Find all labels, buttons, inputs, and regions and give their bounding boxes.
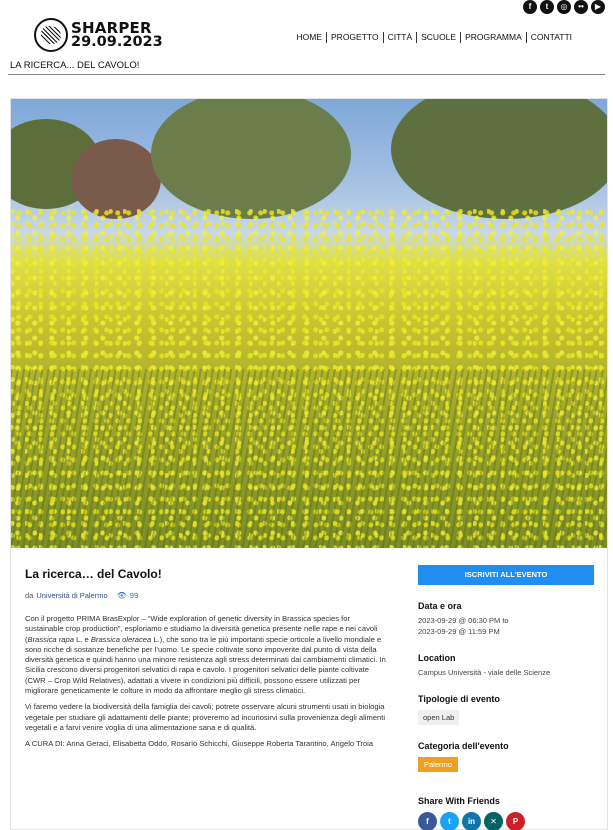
nav-contatti[interactable]: CONTATTI — [526, 32, 576, 43]
logo-title: SHARPER — [71, 19, 152, 37]
facebook-icon[interactable]: f — [523, 0, 537, 14]
type-heading: Tipologie di evento — [418, 694, 500, 704]
event-sidebar — [418, 565, 594, 830]
logo-date: 29.09.2023 — [71, 34, 163, 50]
organizer-link[interactable]: Università di Palermo — [36, 591, 108, 600]
nav-citta[interactable]: CITTÀ — [383, 32, 417, 43]
page-title: LA RICERCA... DEL CAVOLO! — [10, 60, 140, 71]
nav-progetto[interactable]: PROGETTO — [326, 32, 383, 43]
view-count: 99 — [129, 591, 139, 600]
youtube-icon[interactable]: ▶ — [591, 0, 605, 14]
logo-text — [71, 21, 163, 49]
date-end: 2023-09-29 @ 11:59 PM — [418, 627, 500, 636]
tree-shape — [71, 139, 161, 219]
site-logo[interactable] — [34, 18, 163, 52]
flickr-icon[interactable]: •• — [574, 0, 588, 14]
description-paragraph: Vi faremo vedere la biodiversità della famiglia dei cavoli; potrete osservare alcuni strumenti usati in biologia vegetale per studiare gli adattamenti delle piante; proveremo ad incuriosirvi sulla provenienza degli alimenti vegetali e a farvi venire voglia di una alimentazione sana e di qualità. — [25, 702, 386, 732]
event-hero-image — [11, 99, 607, 548]
linkedin-icon[interactable]: in — [462, 812, 481, 830]
header-divider — [8, 74, 605, 75]
xing-icon[interactable]: ✕ — [484, 812, 503, 830]
twitter-icon[interactable]: t — [440, 812, 459, 830]
share-heading: Share With Friends — [418, 796, 500, 806]
event-description — [25, 614, 387, 750]
nav-scuole[interactable]: SCUOLE — [416, 32, 460, 43]
event-content — [25, 567, 387, 756]
eye-icon: 👁 — [116, 591, 127, 600]
category-heading: Categoria dell'evento — [418, 741, 509, 751]
main-nav — [293, 32, 576, 43]
logo-emblem-icon — [34, 18, 68, 52]
date-value — [418, 615, 594, 637]
location-heading: Location — [418, 653, 456, 663]
grass-texture — [11, 369, 607, 548]
event-card — [10, 98, 608, 830]
event-meta — [25, 591, 387, 600]
type-tag[interactable]: open Lab — [418, 710, 459, 725]
by-label: da — [25, 591, 34, 600]
date-start: 2023-09-29 @ 06:30 PM to — [418, 616, 509, 625]
facebook-icon[interactable]: f — [418, 812, 437, 830]
event-title: La ricerca… del Cavolo! — [25, 567, 162, 581]
pinterest-icon[interactable]: P — [506, 812, 525, 830]
category-tag[interactable]: Palermo — [418, 757, 458, 772]
nav-home[interactable]: HOME — [296, 32, 323, 42]
tree-shape — [391, 99, 607, 219]
nav-programma[interactable]: PROGRAMMA — [460, 32, 526, 43]
credits: A CURA DI: Anna Geraci, Elisabetta Oddo, Rosario Schicchi, Giuseppe Roberta Tarantino, Angelo Troia — [25, 739, 374, 749]
instagram-icon[interactable]: ◎ — [557, 0, 571, 14]
date-heading: Data e ora — [418, 601, 462, 611]
twitter-icon[interactable]: t — [540, 0, 554, 14]
register-button[interactable]: ISCRIVITI ALL'EVENTO — [418, 565, 594, 585]
share-buttons — [418, 812, 594, 830]
tree-shape — [151, 99, 351, 219]
site-header — [0, 12, 613, 60]
location-value: Campus Università - viale delle Scienze — [418, 668, 551, 677]
description-paragraph: Con il progetto PRIMA BrasExplor – “Wide exploration of genetic diversity in Brassica species for sustainable crop production”, esploriamo e studiamo la diversità genetica presente nelle rape e nei cavoli (Brassica rapa L. e Brassica oleracea L.), che sono tra le più importanti specie orticole a livello mondiale e sono ricche di sostanze benefiche per l’uomo. Le specie coltivate sono impoverite dal punto di vista della diversità genetica e quindi hanno una minore resistenza agli stress determinati dai cambiamenti climatici. In Sicilia crescono diversi progenitori selvatici di rapa e cavolo. I progenitori selvatici delle piante coltivate (CWR – Crop Wild Relatives), adattati a vivere in condizioni più difficili, possono essere utilizzati per migliorare geneticamente le colture in modo da affrontare meglio gli stress climatici. — [25, 614, 386, 696]
